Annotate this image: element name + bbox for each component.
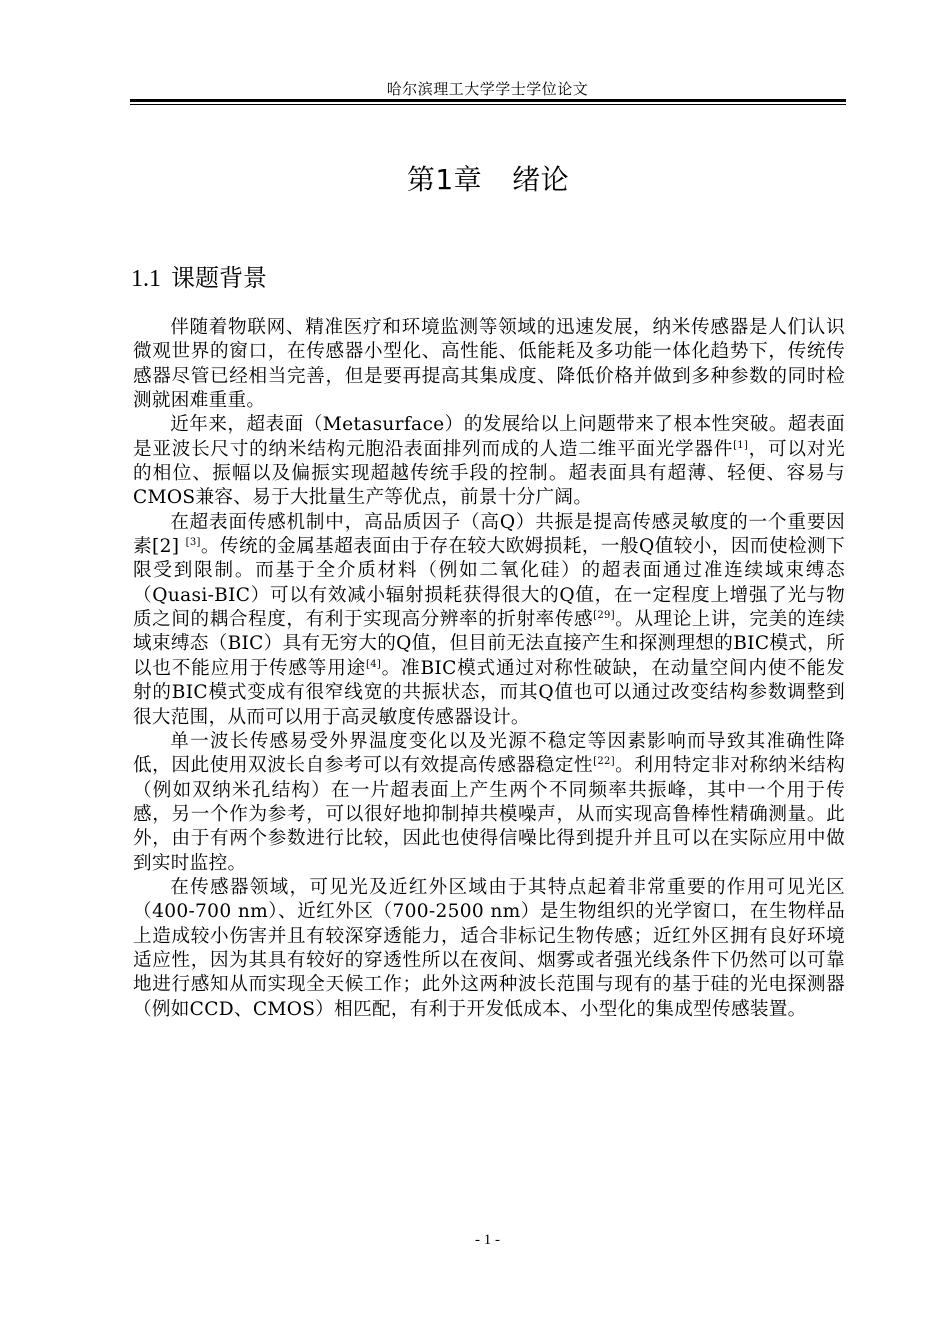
paragraph-text: 近年来，超表面（Metasurface）的发展给以上问题带来了根本性突破。超表面是亚波长尺寸的纳米结构元胞沿表面排列而成的人造二维平面光学器件 — [133, 414, 845, 460]
running-header: 哈尔滨理工大学学士学位论文 — [386, 80, 589, 98]
paragraph — [133, 511, 845, 730]
citation: [3] — [185, 537, 201, 549]
header-rule-thick — [130, 99, 846, 102]
page-number: - 1 - — [475, 1232, 500, 1248]
chapter-name: 绪论 — [512, 163, 570, 196]
paragraph-text: 。从理论上讲，完美的连续域束缚态（BIC）具有无穷大的Q值，但目前无法直接产生和探测理想的BIC模式，所以也不能应用于传感等用途 — [133, 609, 845, 679]
paragraph — [133, 316, 845, 413]
paragraph-text: 。传统的金属基超表面由于存在较大欧姆损耗，一般Q值较小，因而使检测下限受到限制。而基于全介质材料（例如二氧化硅）的超表面通过准连续域束缚态（Quasi-BIC）可以有效减小辐射损耗获得很大的Q值，在一定程度上增强了光与物质之间的耦合程度，有利于实现高分辨率的折射率传感 — [133, 536, 845, 631]
chapter-label: 第1章 — [406, 163, 483, 196]
header-rule-thin — [130, 104, 846, 105]
body-text — [133, 316, 845, 1022]
citation: [1] — [733, 439, 749, 451]
chapter-title — [130, 158, 846, 198]
paragraph-text: 。准BIC模式通过对称性破缺，在动量空间内使不能发射的BIC模式变成有很窄线宽的共振状态，而其Q值也可以通过改变结构参数调整到很大范围，从而可以用于高灵敏度传感器设计。 — [133, 657, 845, 728]
citation: [22] — [593, 756, 615, 768]
paragraph-text: ，可以对光的相位、振幅以及偏振实现超越传统手段的控制。超表面具有超薄、轻便、容易与CMOS兼容、易于大批量生产等优点，前景十分广阔。 — [133, 438, 845, 509]
paragraph-text: 单一波长传感易受外界温度变化以及光源不稳定等因素影响而导致其准确性降低，因此使用双波长自参考可以有效提高传感器稳定性 — [133, 730, 845, 777]
paragraph-text: 在超表面传感机制中，高品质因子（高Q）共振是提高传感灵敏度的一个重要因素[2] — [133, 511, 845, 558]
citation: [29] — [593, 610, 615, 622]
paragraph-text: 伴随着物联网、精准医疗和环境监测等领域的迅速发展，纳米传感器是人们认识微观世界的窗口，在传感器小型化、高性能、低能耗及多功能一体化趋势下，传统传感器尽管已经相当完善，但是要再提高其集成度、降低价格并做到多种参数的同时检测就困难重重。 — [133, 317, 845, 412]
section-heading — [131, 258, 267, 293]
paragraph — [133, 876, 845, 1022]
paragraph-text: 。利用特定非对称纳米结构（例如双纳米孔结构）在一片超表面上产生两个不同频率共振峰，其中一个用于传感，另一个作为参考，可以很好地抑制掉共模噪声，从而实现高鲁棒性精确测量。此外，由于有两个参数进行比较，因此也使得信噪比得到提升并且可以在实际应用中做到实时监控。 — [133, 755, 845, 874]
paragraph-text: 在传感器领域，可见光及近红外区域由于其特点起着非常重要的作用可见光区（400-700 nm）、近红外区（700-2500 nm）是生物组织的光学窗口，在生物样品上造成较小伤害并且有较深穿透能力，适合非标记生物传感；近红外区拥有良好环境适应性，因为其具有较好的穿透性所以在夜间、烟雾或者强光线条件下仍然可以可靠地进行感知从而实现全天候工作；此外这两种波长范围与现有的基于硅的光电探测器（例如CCD、CMOS）相匹配，有利于开发低成本、小型化的集成型传感装置。 — [133, 876, 845, 1020]
paragraph — [133, 730, 845, 876]
section-number: 1.1 — [131, 266, 161, 292]
citation: [4] — [366, 658, 382, 670]
paragraph — [133, 413, 845, 510]
section-title: 课题背景 — [171, 264, 267, 292]
